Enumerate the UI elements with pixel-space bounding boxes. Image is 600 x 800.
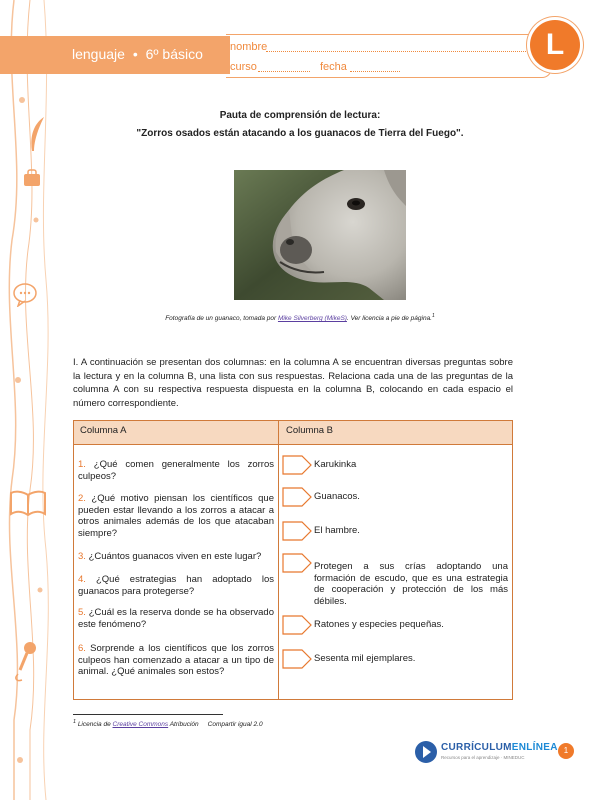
subject-badge: L [530, 20, 580, 70]
instructions-text: I. A continuación se presentan dos columnas: en la columna A se encuentran diversas preguntas sobre la lectura y en la columna B, una lista con sus respuestas. Relaciona cada una de las preguntas de la columna A con su respectiva respuesta dispuesta en la columna B, colocando en cada espacio el número correspondiente. [73, 357, 513, 409]
guanaco-photo [234, 170, 406, 300]
footnote: $^1$ Licencia de Creative Commons Atribución Compartir igual 2.0 [73, 719, 263, 729]
answer-number-box[interactable] [282, 521, 312, 541]
answer-number-box[interactable] [282, 615, 312, 635]
photographer-link[interactable]: Mike Silverberg (MikeS) [277, 315, 347, 323]
fecha-label: fecha [320, 61, 347, 73]
question-item: 3. ¿Cuántos guanacos viven en este lugar? [78, 551, 262, 562]
nombre-label: nombre [230, 41, 268, 53]
answer-number-box[interactable] [282, 455, 312, 475]
question-item: 2. ¿Qué motivo piensan los científicos que pueden estar llevando a los zorros a atacar a otros animales además de los que atacaban siempre? [78, 493, 274, 539]
matching-table: Columna A Columna B 1. ¿Qué comen generalmente los zorros culpeos? 2. ¿Qué motivo piensan los científicos que pueden estar llevando a los zorros a atacar a otros animales además de los que atacaban siempre? 3. ¿Cuántos guanacos viven en este lugar? 4. ¿Qué estrategias han adoptado los guanacos para protegerse? 5. ¿Cuál es la reserva donde se ha observado este fenómeno? 6. Sorprende a los científicos que los zorros culpeos han comenzado a atacar a un tipo de animal. ¿Qué animales son estos? Karukinka Guanacos. El hambre. Protegen a sus crías adoptando una formación de escudo, que es una estrategia de cooperación y protección de los más débiles. Ratones y especies pequeñas. Sesenta mil ejemplares. [73, 420, 513, 700]
page-number: 1 [558, 743, 574, 759]
column-divider [278, 421, 279, 699]
column-b-header: Columna B [286, 425, 333, 436]
photo-caption: Fotografía de un guanaco, tomada por Mike Silverberg (MikeS). Ver licencia a pie de página.$^1$ [165, 313, 435, 323]
curso-label: curso [230, 61, 257, 73]
column-a-header: Columna A [80, 425, 127, 436]
bag-icon [22, 168, 42, 188]
logo-mark-icon [414, 740, 438, 764]
question-item: 6. Sorprende a los científicos que los zorros culpeos han comenzado a atacar a un tipo de animal. ¿Qué animales son estos? [78, 643, 274, 677]
student-info-box [226, 34, 552, 78]
answer-number-box[interactable] [282, 487, 312, 507]
question-item: 1. ¿Qué comen generalmente los zorros culpeos? [78, 459, 275, 482]
footnote-rule [73, 714, 223, 715]
question-item: 5. ¿Cuál es la reserva donde se ha observado este fenómeno? [78, 607, 274, 630]
license-link[interactable]: Creative Commons [112, 721, 169, 729]
question-item: 4. ¿Qué estrategias han adoptado los guanacos para protegerse? [78, 574, 275, 597]
subject-label: lenguaje • 6º básico [72, 46, 203, 62]
page-subtitle: "Zorros osados están atacando a los guanacos de Tierra del Fuego". [136, 128, 464, 139]
curso-field[interactable] [258, 71, 310, 72]
answer-number-box[interactable] [282, 553, 312, 573]
curriculum-logo: CURRÍCULUMENLÍNEA Recursos para el aprendizaje · MINEDUC [414, 740, 534, 764]
open-book-icon [10, 490, 46, 516]
fecha-field[interactable] [350, 71, 400, 72]
page-title: Pauta de comprensión de lectura: [219, 110, 381, 121]
speech-bubble-icon [12, 283, 38, 307]
microphone-icon [12, 640, 42, 684]
nombre-field[interactable] [266, 51, 528, 52]
answer-number-box[interactable] [282, 649, 312, 669]
